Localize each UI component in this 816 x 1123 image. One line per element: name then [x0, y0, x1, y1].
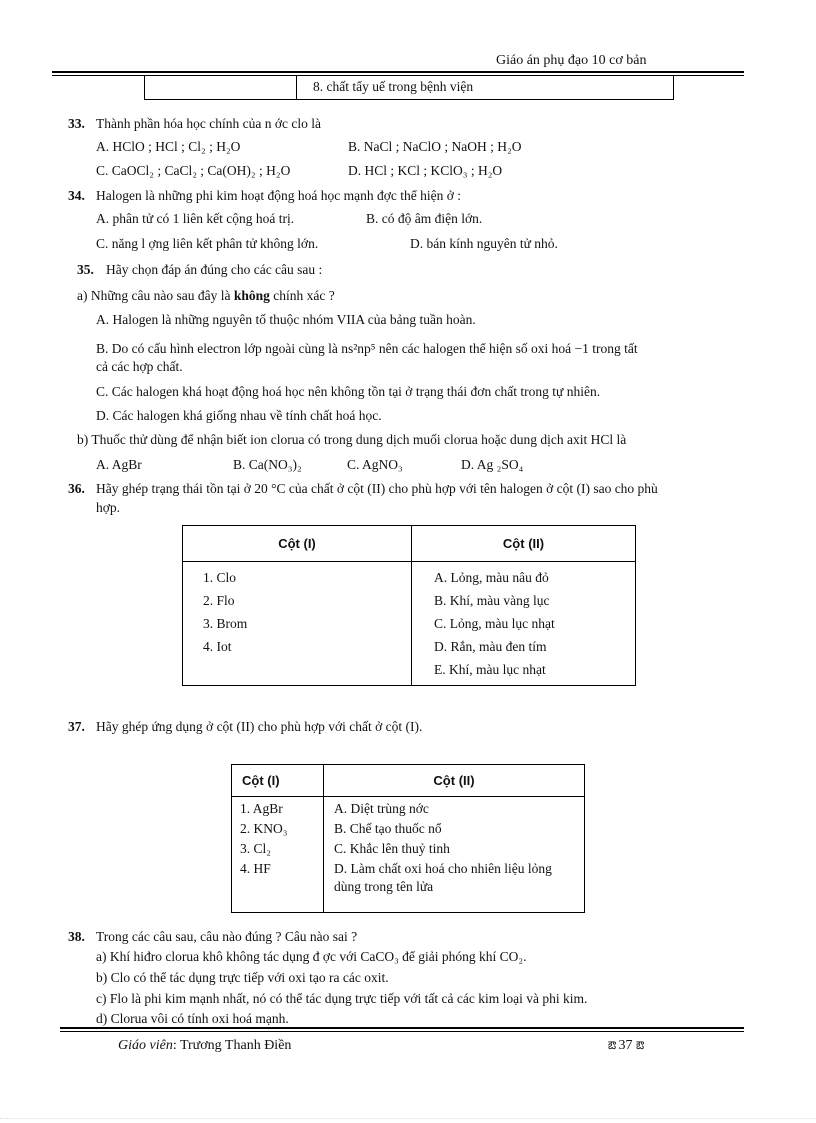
q36-number: 36. [68, 481, 85, 496]
q36-col1-item: 1. Clo [203, 570, 237, 585]
q36-table [182, 525, 636, 686]
q36-col2-item: D. Rắn, màu đen tím [434, 639, 547, 654]
top-table-cell: 8. chất tẩy uế trong bệnh viện [313, 79, 474, 94]
q34-number: 34. [68, 188, 85, 203]
header-title: Giáo án phụ đạo 10 cơ bản [496, 53, 647, 68]
q35-option-d: D. Các halogen khá giống nhau về tính chất hoá học. [96, 408, 382, 423]
q37-col2-item: C. Khắc lên thuỷ tinh [334, 841, 450, 856]
q34-option-d: D. bán kính nguyên tử nhỏ. [410, 236, 558, 251]
q35-part-a-prefix: a) Những câu nào sau đây là [77, 288, 234, 303]
q37-text: Hãy ghép ứng dụng ở cột (II) cho phù hợp với chất ở cột (I). [96, 719, 423, 734]
q33-number: 33. [68, 116, 85, 131]
top-table-divider [296, 76, 297, 99]
q38-item-c: c) Flo là phi kim mạnh nhất, nó có thể tác dụng trực tiếp với tất cả các kim loại và phi kim. [96, 991, 588, 1006]
q34-option-a: A. phân tử có 1 liên kết cộng hoá trị. [96, 211, 295, 226]
q35-b-option-c: C. AgNO₃ [347, 457, 403, 472]
q34-option-c: C. năng l ợng liên kết phân tử không lớn. [96, 236, 319, 251]
q37-col2 [324, 797, 585, 913]
q33-option-d: D. HCl ; KCl ; KClO₃ ; H₂O [348, 163, 503, 178]
q36-text-line1: Hãy ghép trạng thái tồn tại ở 20 °C của chất ở cột (II) cho phù hợp với tên halogen ở cột (I) sao cho phù [96, 481, 658, 496]
q37-number: 37. [68, 719, 85, 734]
footer-teacher-name: : Trương Thanh Điền [172, 1038, 292, 1053]
q33-option-a: A. HClO ; HCl ; Cl₂ ; H₂O [96, 139, 241, 154]
q37-col1-header: Cột (I) [232, 765, 324, 797]
top-table [144, 76, 674, 100]
ornament-left-icon: ఔ [608, 1040, 616, 1052]
q35-part-a-emphasis: không [233, 288, 270, 303]
q34-option-b: B. có độ âm điện lớn. [366, 211, 483, 226]
q38-text: Trong các câu sau, câu nào đúng ? Câu nào sai ? [96, 929, 358, 944]
q37-col1-item: 2. KNO₃ [240, 821, 288, 836]
footer-teacher [118, 1038, 291, 1054]
q37-table [231, 764, 585, 913]
q35-part-a-suffix: chính xác ? [269, 288, 335, 303]
q36-col2-item: B. Khí, màu vàng lục [434, 593, 550, 608]
q37-col1-item: 3. Cl₂ [240, 841, 271, 856]
q36-col2-item: A. Lỏng, màu nâu đỏ [434, 570, 549, 585]
q36-col1-header: Cột (I) [183, 526, 412, 562]
q35-part-a [77, 288, 335, 304]
q35-b-option-a: A. AgBr [96, 457, 142, 472]
q36-col1-item: 2. Flo [203, 593, 235, 608]
q35-b-option-b: B. Ca(NO₃)₂ [233, 457, 302, 472]
bottom-dotted-rule [0, 1118, 816, 1119]
q35-number: 35. [77, 262, 94, 277]
q37-col2-item: B. Chế tạo thuốc nổ [334, 821, 442, 836]
q36-col2-item: C. Lỏng, màu lục nhạt [434, 616, 555, 631]
q36-col2-header: Cột (II) [412, 526, 636, 562]
q35-text: Hãy chọn đáp án đúng cho các câu sau : [106, 262, 323, 277]
footer-page [608, 1038, 643, 1055]
q36-col2 [412, 562, 636, 686]
q37-col2-item: D. Làm chất oxi hoá cho nhiên liệu lỏng [334, 861, 552, 876]
footer-teacher-label: Giáo viên [118, 1038, 173, 1053]
q33-option-b: B. NaCl ; NaClO ; NaOH ; H₂O [348, 139, 522, 154]
q33-text: Thành phần hóa học chính của n ớc clo là [96, 116, 321, 131]
page-number: 37 [618, 1038, 633, 1053]
q38-number: 38. [68, 929, 85, 944]
q37-col2-item: A. Diệt trùng nớc [334, 801, 429, 816]
q35-part-b: b) Thuốc thử dùng để nhận biết ion clorua có trong dung dịch muối clorua hoặc dung dịch axit HCl là [77, 432, 627, 447]
q35-option-c: C. Các halogen khá hoạt động hoá học nên không tồn tại ở trạng thái đơn chất trong tự nhiên. [96, 384, 601, 399]
q37-col2-header: Cột (II) [324, 765, 585, 797]
footer-rule-thick [60, 1027, 744, 1029]
q38-item-b: b) Clo có thể tác dụng trực tiếp với oxi tạo ra các oxit. [96, 970, 389, 985]
ornament-right-icon: ఔ [636, 1040, 644, 1052]
header-rule-thick [52, 71, 744, 73]
q38-item-d: d) Clorua vôi có tính oxi hoá mạnh. [96, 1011, 289, 1026]
q37-col1 [232, 797, 324, 913]
q37-col2-item: dùng trong tên lửa [334, 879, 434, 894]
q36-col1-item: 4. Iot [203, 639, 232, 654]
q35-option-a: A. Halogen là những nguyên tố thuộc nhóm VIIA của bảng tuần hoàn. [96, 312, 476, 327]
q36-text-line2: hợp. [96, 500, 121, 515]
q34-text: Halogen là những phi kim hoạt động hoá học mạnh đợc thể hiện ở : [96, 188, 462, 203]
q36-col2-item: E. Khí, màu lục nhạt [434, 662, 546, 677]
q37-col1-item: 4. HF [240, 861, 271, 876]
q37-col1-item: 1. AgBr [240, 801, 283, 816]
q33-option-c: C. CaOCl₂ ; CaCl₂ ; Ca(OH)₂ ; H₂O [96, 163, 291, 178]
q35-option-b-line2: cả các hợp chất. [96, 359, 183, 374]
footer-rule-thin [60, 1031, 744, 1032]
q38-item-a: a) Khí hiđro clorua khô không tác dụng đ ợc với CaCO₃ để giải phóng khí CO₂. [96, 949, 527, 964]
q36-col1 [183, 562, 412, 686]
q35-option-b-line1: B. Do có cấu hình electron lớp ngoài cùng là ns²np⁵ nên các halogen thể hiện số oxi hoá −1 trong tất [96, 341, 638, 356]
q36-col1-item: 3. Brom [203, 616, 248, 631]
q35-b-option-d: D. Ag ₂SO₄ [461, 457, 524, 472]
